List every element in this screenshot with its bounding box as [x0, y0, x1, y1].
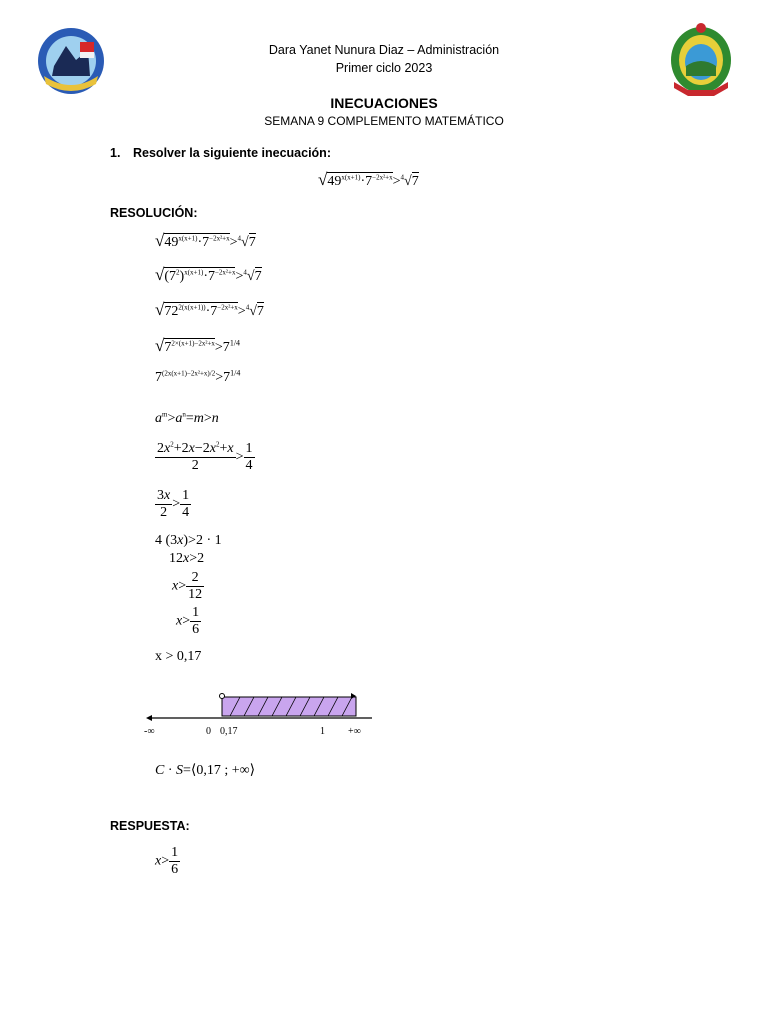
step-1-over-6: x> $\frac{1}{6}$: [176, 605, 200, 637]
final-answer: x> $\frac{1}{6}$: [155, 845, 179, 877]
page-title: INECUACIONES: [330, 95, 438, 111]
solution-interval-fill: [222, 697, 356, 716]
step-2: $√(7^2)^{x(x+1)}\cdot 7^{-2x^2+x}>^4√7$: [155, 265, 262, 284]
problem-inequality: $√49^{x(x+1)}\cdot 7^{-2x^2+x}>^4√7$: [318, 170, 419, 189]
author-line: Dara Yanet Nunura Diaz – Administración: [268, 43, 500, 57]
page-subtitle: SEMANA 9 COMPLEMENTO MATEMÁTICO: [264, 114, 504, 128]
step-2-over-12: x> $\frac{2}{12}$: [172, 570, 203, 602]
answer-label: RESPUESTA:: [110, 819, 190, 833]
step-mult: 4 (3x)>2 · 1: [155, 533, 222, 548]
step-3x: $\frac{3x}{2}$ > $\frac{1}{4}$: [157, 488, 190, 520]
exponent-rule: $a^m>a^n=m>n$: [155, 410, 219, 426]
step-3: $√72^{2(x(x+1))}\cdot 7^{-2x^2+x}>^4√7$: [155, 300, 264, 319]
university-logo-right: [668, 20, 734, 96]
solution-set: C · S=⟨0,17 ; +∞⟩: [155, 763, 256, 778]
cycle-line: Primer ciclo 2023: [335, 61, 433, 75]
problem-statement: Resolver la siguiente inecuación:: [133, 146, 331, 160]
step-5: $7^{(2x(x+1)-2x^2+x)/2}>7^{1/4}$: [155, 368, 241, 385]
nl-label-zero: 0: [206, 726, 211, 737]
number-line: [140, 688, 380, 738]
step-1: $√49^{x(x+1)}\cdot 7^{-2x^2+x}>^4√7$: [155, 231, 256, 250]
nl-label-neg-inf: -∞: [144, 726, 155, 737]
nl-label-one: 1: [320, 726, 325, 737]
step-4: $√7^{2\times(x+1)-2x^2+x}>7^{1/4}$: [155, 336, 241, 355]
step-12x: 12x>2: [169, 551, 205, 566]
step-decimal: x > 0,17: [155, 649, 202, 664]
step-fraction: $\frac{2x^2+2x-2x^2+x}{2}$ > $\frac{1}{4}$: [157, 440, 253, 473]
nl-label-017: 0,17: [220, 726, 238, 737]
problem-number: 1.: [110, 146, 121, 160]
nl-label-pos-inf: +∞: [348, 726, 361, 737]
resolution-label: RESOLUCIÓN:: [110, 206, 198, 220]
